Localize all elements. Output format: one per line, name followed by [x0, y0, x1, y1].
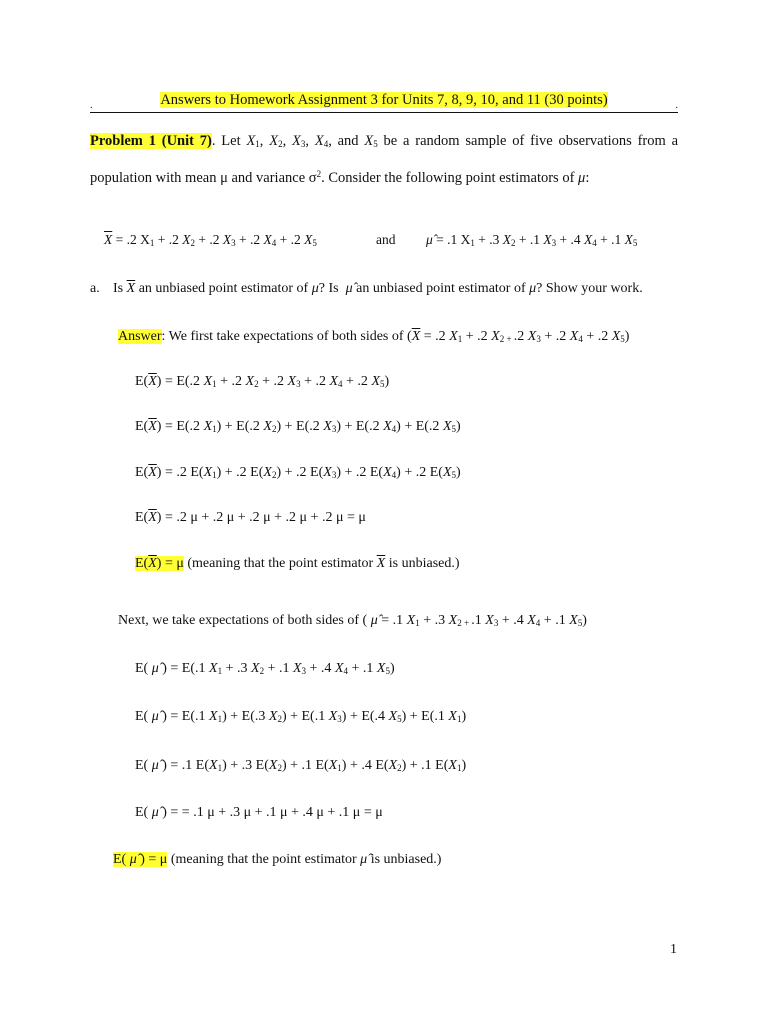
title-right-dot: .: [675, 100, 678, 111]
part-a-t2: an unbiased point estimator of: [135, 281, 312, 296]
intro-rest: be a random sample of five observations from a: [377, 133, 679, 149]
next-text: Next, we take expectations of both sides of (: [118, 613, 368, 628]
eq2-line-1: E( μ̂ ) = E(.1 $X_1 + .3$ $X_2 + .1$ $X_3 + .4$ $X_4 + .1$ $X_5$): [135, 661, 395, 676]
problem1-line1: Problem 1 (Unit 7). Let $X_1$, $X_2$, $X_3$, $X_4$, and $X_5$ be a random sample of five observations from a: [90, 133, 679, 149]
part-a-letter: a.: [90, 281, 100, 296]
problem1-line2: [90, 170, 589, 187]
muhat-eq-start: = .1 X: [432, 232, 471, 247]
estimator-muhat: μ̂ = .1 $X_1 + .3$ $X_2 + .1$ $X_3 + .4$ $X_4 + .1$ $X_5$: [426, 232, 638, 248]
title-left-dot: .: [90, 100, 93, 111]
line2-colon: :: [585, 170, 590, 186]
mu-symbol: μ: [578, 170, 586, 186]
conclusion-muhat: E( μ̂ ) = μ (meaning that the point estimator μ̂ is unbiased.): [113, 852, 442, 867]
xbar-eq-start: = .2 X: [112, 232, 150, 247]
intro-and: and: [331, 133, 365, 149]
answer-line: Answer: We first take expectations of both sides of ($\overline{X} = .2$ $X_1 + .2$ $X_{2 +}$ .2 $X_3 + .2$ $X_4 + .2$ $X_5$): [118, 329, 630, 344]
part-a-t5: ? Show your work.: [536, 281, 643, 296]
xbar-symbol: $\overline{X}$: [104, 232, 113, 247]
answer-text: : We first take expectations of both sides of (: [161, 329, 412, 344]
part-a-t3: ? Is: [318, 281, 343, 296]
line2-text: population with mean μ and variance σ: [90, 170, 317, 186]
eq-line-1: $E(\overline{X}) = E(.2$ $X_1 + .2$ $X_2 + .2$ $X_3 + .2$ $X_4 + .2$ $X_5$): [135, 374, 390, 389]
part-a-t4: an unbiased point estimator of: [352, 281, 530, 296]
title-bar: [90, 92, 678, 113]
conclusion-xbar: $E(\overline{X}) = \mu$ (meaning that the point estimator $\overline{X}$ is unbiased.): [135, 556, 460, 571]
page-number: 1: [670, 942, 677, 957]
part-a-question: Is $\overline{X}$ an unbiased point estimator of μ? Is μ̂ an unbiased point estimator of μ? Show your work.: [113, 281, 643, 296]
eq-line-4: $E(\overline{X}) = .2$ μ + .2 μ + .2 μ + .2 μ + .2 μ = μ: [135, 510, 366, 525]
eq2-line-4: E( μ̂ ) = = .1 μ + .3 μ + .1 μ + .4 μ + .1 μ = μ: [135, 805, 383, 820]
eq-line-3: $E(\overline{X}) = .2$ $E(X_1) + .2$ $E(X_2) + .2$ $E(X_3) + .2$ $E(X_4) + .2$ $E(X_5)$: [135, 465, 461, 480]
eq2-line-2: E( μ̂ ) = E(.1 $X_1) + E(.3$ $X_2) + E(.1$ $X_3) + E(.4$ $X_5) + E(.1$ $X_1$): [135, 709, 467, 724]
estimator-xbar: $\overline{X} = .2$ $X_1 + .2$ $X_2 + .2$ $X_3 + .2$ $X_4 + .2$ $X_5$: [104, 232, 317, 248]
eq2-line-3: E( μ̂ ) = .1 $E(X_1) + .3$ $E(X_2) + .1$ $E(X_1) + .4$ $E(X_2) + .1$ $E(X_1)$: [135, 758, 467, 773]
part-a-mu1: μ: [311, 281, 319, 296]
conclusion-xbar-highlight: $E(\overline{X}) = \mu$: [135, 556, 184, 571]
answer-label: Answer: [118, 329, 162, 344]
part-a-t1: Is: [113, 281, 127, 296]
next-line: Next, we take expectations of both sides of ( μ̂ = .1 $X_1 + .3$ $X_{2 +}$ .1 $X_3 + .4$ $X_4 + .1$ $X_5$): [118, 613, 587, 628]
sigma-exponent: 2: [316, 169, 322, 179]
page-title: Answers to Homework Assignment 3 for Units 7, 8, 9, 10, and 11 (30 points): [160, 92, 608, 108]
problem-label: Problem 1 (Unit 7): [90, 133, 212, 149]
eq-line-2: $E(\overline{X}) = E(.2$ $X_1) + E(.2$ $X_2) + E(.2$ $X_3) + E(.2$ $X_4) + E(.2$ $X_5$): [135, 419, 461, 434]
conclusion-muhat-highlight: E( μ̂ ) = μ: [113, 852, 168, 867]
estimators-and: and: [376, 232, 396, 247]
part-a-mu2: μ: [529, 281, 537, 296]
muhat-symbol: μ̂: [426, 232, 433, 247]
intro-text: Let: [221, 133, 247, 149]
line2-text-b: . Consider the following point estimators of: [321, 170, 579, 186]
